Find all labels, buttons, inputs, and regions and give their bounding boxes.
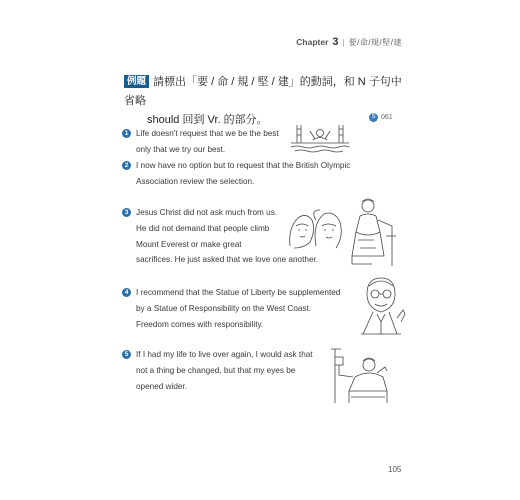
audio-track-number: 061 — [381, 114, 393, 121]
example-badge: 例題 — [124, 75, 149, 88]
chapter-header — [296, 36, 402, 48]
item-number-badge: 4 — [122, 288, 131, 297]
chapter-label: Chapter — [296, 37, 329, 47]
item-line: I now have no option but to request that the British Olympic — [136, 161, 351, 170]
audio-icon: S — [369, 113, 378, 122]
man-with-glasses-illustration — [357, 274, 407, 338]
audio-track[interactable] — [369, 113, 393, 122]
item-number-badge: 3 — [122, 208, 131, 217]
hospital-bed-illustration — [329, 347, 391, 405]
item-number-badge: 1 — [122, 129, 131, 138]
item-number-badge: 5 — [122, 350, 131, 359]
item-line: If I had my life to live over again, I would ask that — [136, 350, 313, 359]
item-line: Jesus Christ did not ask much from us. — [136, 208, 278, 217]
item-line: Mount Everest or make great — [136, 239, 242, 249]
item-line: by a Statue of Responsibility on the West Coast. — [136, 303, 312, 313]
two-faces-illustration — [286, 206, 344, 250]
header-separator: | — [342, 38, 345, 47]
item-line: Association review the selection. — [136, 176, 255, 186]
example-instruction — [124, 73, 404, 130]
item-line: only that we try our best. — [136, 144, 226, 154]
item-line: not a thing be changed, but that my eyes be — [136, 365, 296, 375]
item-number-badge: 2 — [122, 161, 131, 170]
chapter-title: 要/命/規/堅/建 — [348, 38, 402, 47]
item-line: Life doesn't request that we be the best — [136, 129, 279, 138]
item-line: sacrifices. He just asked that we love one another. — [136, 255, 319, 265]
jesus-illustration — [348, 196, 396, 270]
item-line: He did not demand that people climb — [136, 223, 270, 233]
example-line-1: 請標出「要 / 命 / 規 / 堅 / 建」的動詞，和 N 子句中省略 — [124, 76, 402, 107]
example-line-2: should 回到 Vr. 的部分。 — [147, 114, 268, 126]
chapter-number: 3 — [332, 36, 339, 48]
sentence-item-5 — [122, 347, 313, 394]
sentence-item-2 — [122, 158, 350, 190]
item-line: Freedom comes with responsibility. — [136, 319, 264, 329]
page-number: 105 — [388, 465, 402, 474]
item-line: I recommend that the Statue of Liberty be supplemented — [136, 288, 341, 297]
item-line: opened wider. — [136, 381, 187, 391]
swimmer-illustration — [289, 121, 351, 153]
sentence-item-1 — [122, 126, 279, 158]
sentence-item-4 — [122, 285, 340, 332]
